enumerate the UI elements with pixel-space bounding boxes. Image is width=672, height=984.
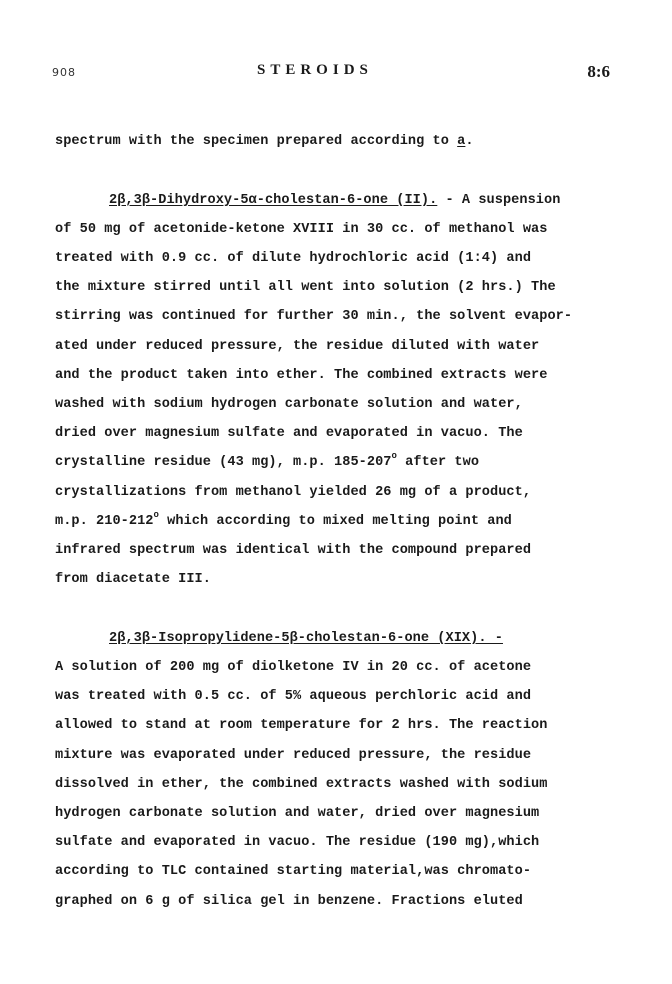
paragraph-gap	[55, 594, 625, 624]
text-line: graphed on 6 g of silica gel in benzene. Fractions eluted	[55, 893, 523, 909]
text-line: A solution of 200 mg of diolketone IV in 20 cc. of acetone	[55, 660, 532, 675]
text-line	[55, 127, 625, 156]
text-fragment: crystalline residue (43 mg), m.p. 185-207	[55, 455, 392, 471]
text-line: stirring was continued for further 30 min., the solvent evapor-	[55, 309, 573, 325]
journal-title: STEROIDS	[257, 62, 373, 78]
text-line: treated with 0.9 cc. of dilute hydrochloric acid (1:4) and	[55, 251, 532, 267]
text-line: was treated with 0.5 cc. of 5% aqueous perchloric acid and	[55, 689, 532, 705]
section-heading-line	[55, 624, 625, 653]
issue-number: 8:6	[587, 62, 610, 81]
text-line: of 50 mg of acetonide-ketone XVIII in 30 cc. of methanol was	[55, 221, 548, 237]
text-line: mixture was evaporated under reduced pressure, the residue	[55, 747, 532, 763]
text-line: crystallizations from methanol yielded 26 mg of a product,	[55, 484, 532, 500]
text-line: washed with sodium hydrogen carbonate solution and water,	[55, 397, 523, 412]
text-line: infrared spectrum was identical with the compound prepared	[55, 542, 532, 558]
reference-letter: a	[457, 134, 466, 149]
text-fragment: spectrum with the specimen prepared according to	[55, 134, 458, 149]
paragraph-gap	[55, 156, 625, 186]
text-fragment: which according to mixed melting point and	[158, 513, 512, 529]
body-text	[55, 127, 625, 916]
section-heading-line	[55, 186, 625, 215]
text-line: dissolved in ether, the combined extracts washed with sodium	[55, 776, 548, 792]
text-line: ated under reduced pressure, the residue diluted with water	[55, 338, 540, 354]
degree-sign: o	[153, 509, 159, 520]
text-line	[55, 507, 625, 536]
text-line: hydrogen carbonate solution and water, dried over magnesium	[55, 805, 540, 821]
compound-heading: 2β,3β-Isopropylidene-5β-cholestan-6-one (XIX). -	[109, 630, 503, 646]
text-line: from diacetate III.	[55, 572, 211, 588]
page-number: 908	[52, 66, 76, 79]
compound-heading: 2β,3β-Dihydroxy-5α-cholestan-6-one (II).	[109, 192, 438, 208]
text-fragment: - A suspension	[437, 192, 561, 208]
text-line: dried over magnesium sulfate and evaporated in vacuo. The	[55, 426, 523, 442]
text-fragment: .	[465, 134, 474, 149]
text-line: according to TLC contained starting material,was chromato-	[55, 864, 532, 880]
page-header	[52, 62, 612, 86]
text-fragment: after two	[396, 455, 480, 471]
text-line: the mixture stirred until all went into solution (2 hrs.) The	[55, 280, 556, 296]
text-line: allowed to stand at room temperature for 2 hrs. The reaction	[55, 718, 548, 734]
text-fragment: m.p. 210-212	[55, 513, 154, 529]
text-line: and the product taken into ether. The combined extracts were	[55, 367, 548, 383]
text-line: sulfate and evaporated in vacuo. The residue (190 mg),which	[55, 835, 540, 851]
degree-sign: o	[391, 451, 397, 462]
text-line	[55, 448, 625, 477]
